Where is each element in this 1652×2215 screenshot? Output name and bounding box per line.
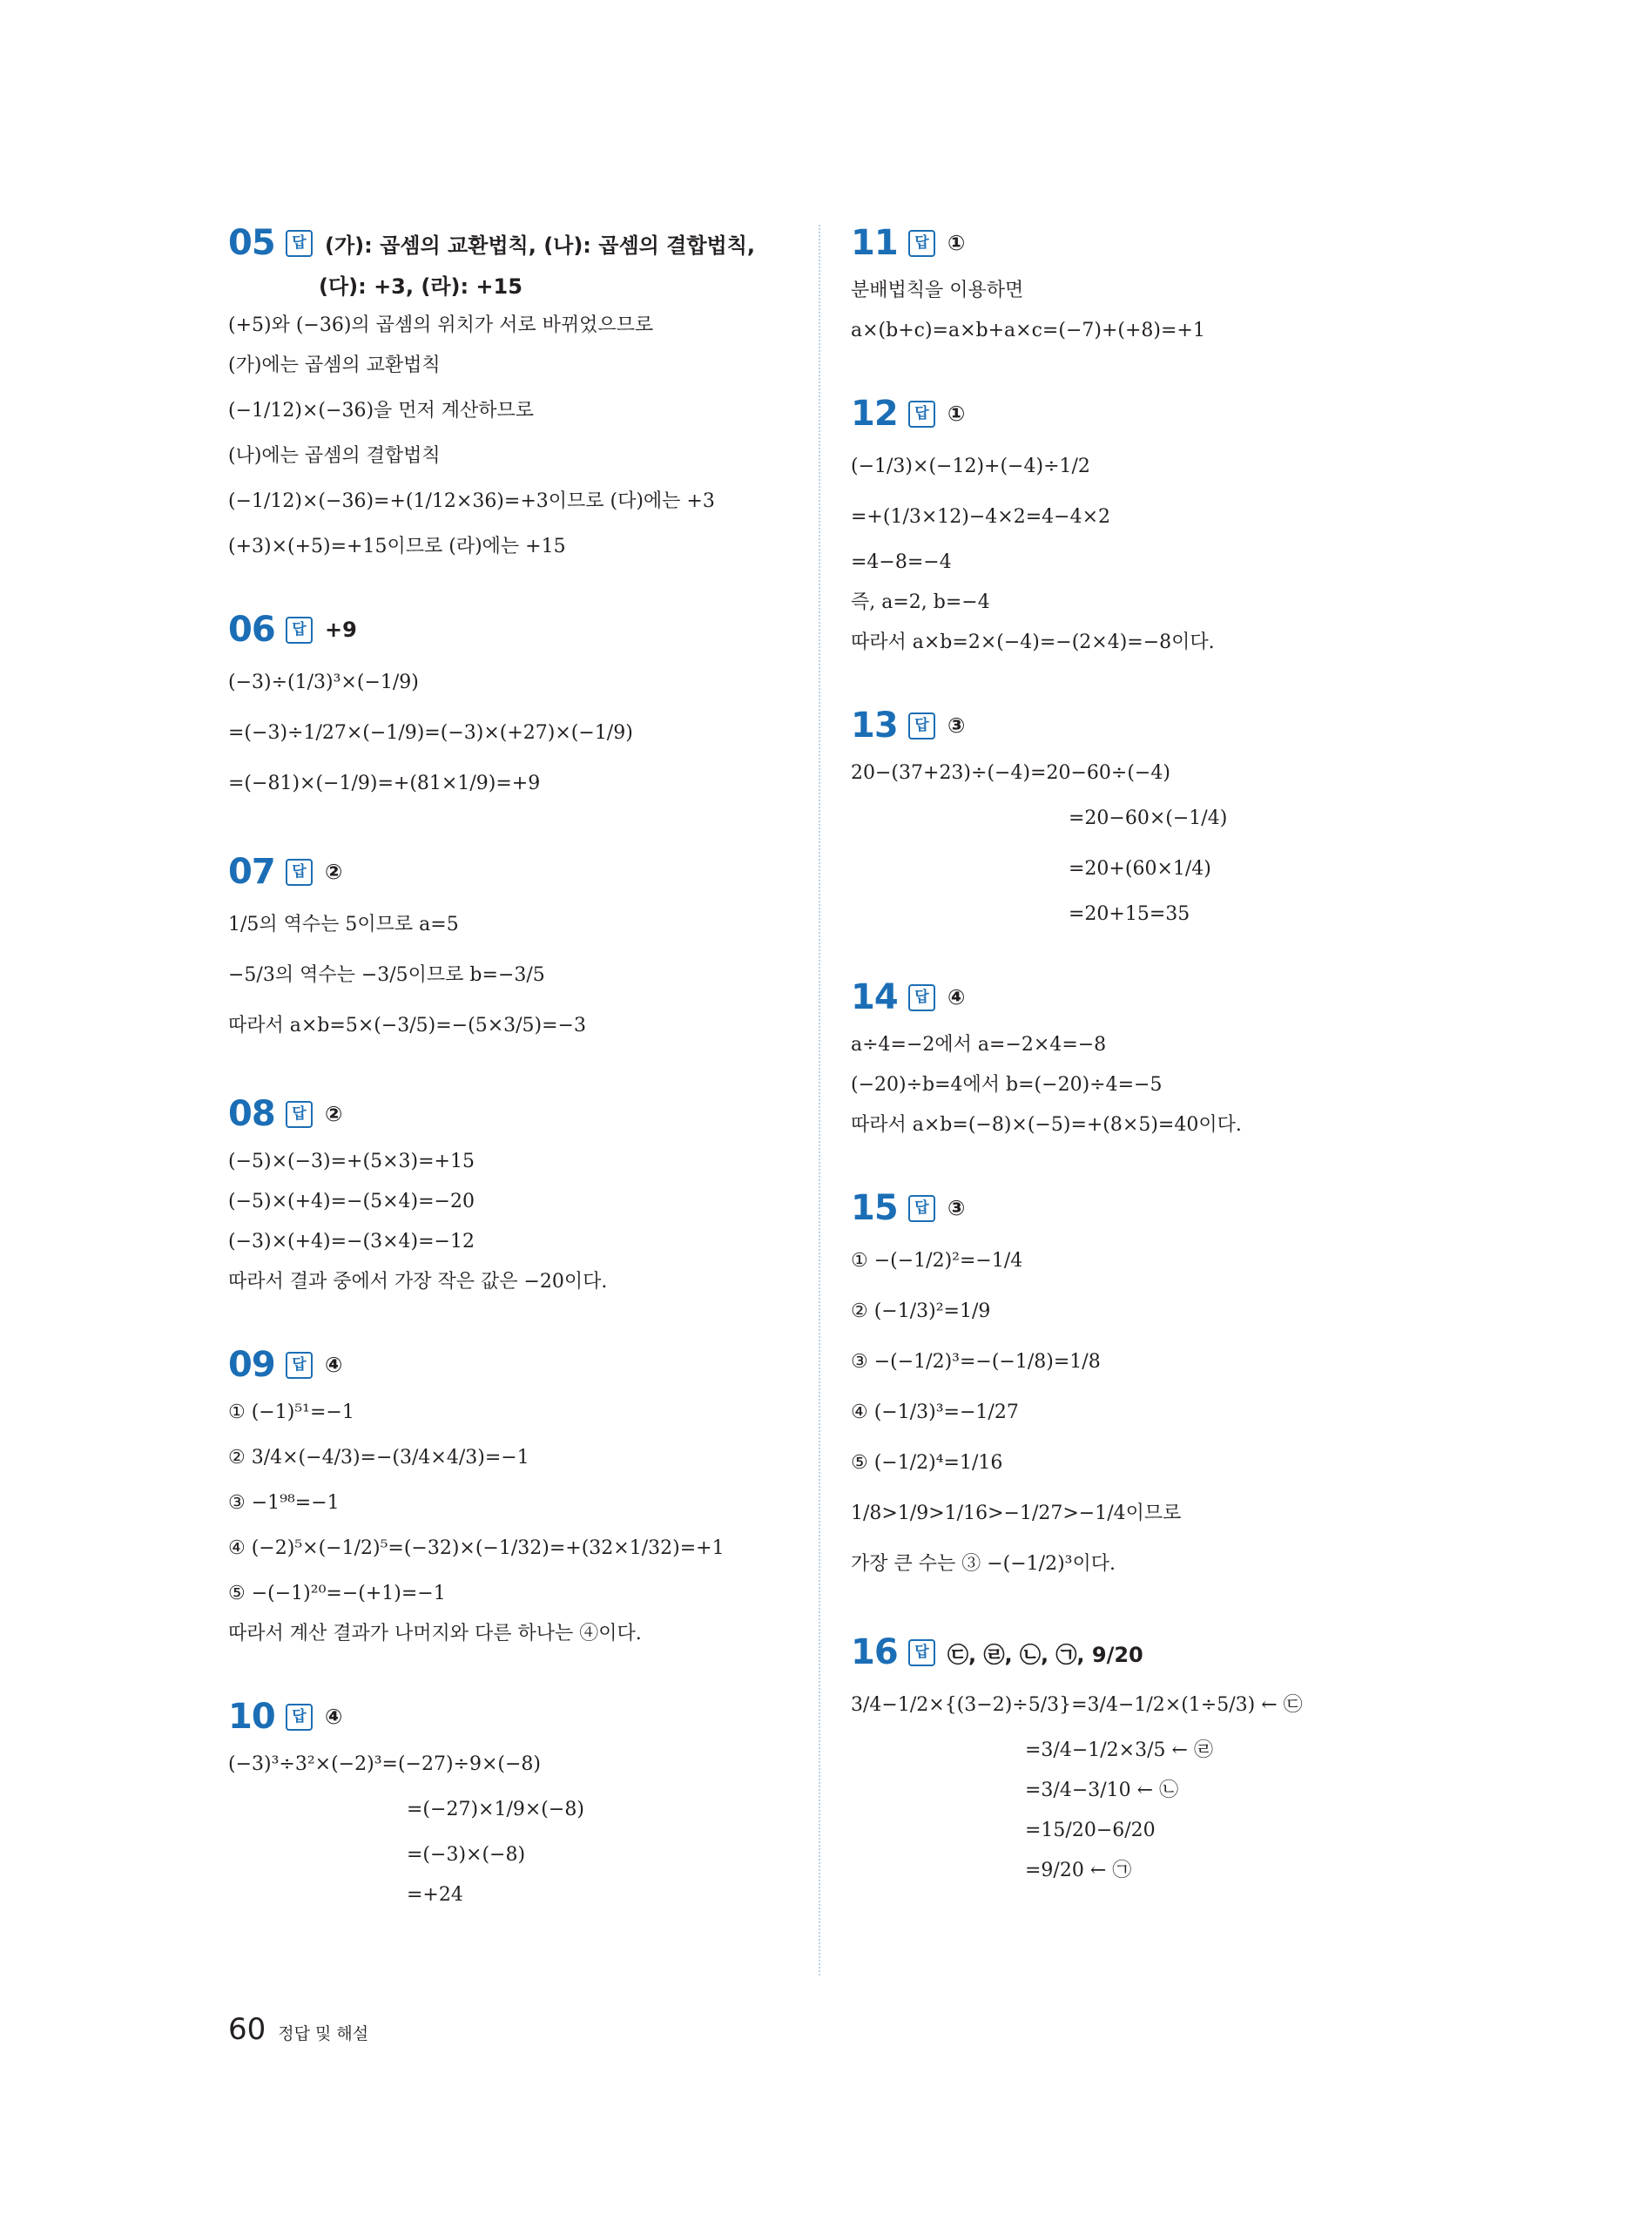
solution-line: ③ −1⁹⁸=−1	[228, 1492, 340, 1514]
solution-line: ② (−1/3)²=1/9	[851, 1300, 991, 1322]
solution-line: a×(b+c)=a×b+a×c=(−7)+(+8)=+1	[851, 320, 1205, 341]
answer-badge: 답	[286, 617, 313, 644]
solution-line: (−3)÷(1/3)³×(−1/9)	[228, 672, 419, 693]
answer-text: ①	[947, 402, 966, 426]
solution-line: (−5)×(−3)=+(5×3)=+15	[228, 1151, 475, 1172]
solution-line: =9/20 ← ㉠	[1025, 1860, 1132, 1881]
answer-text: ④	[947, 985, 966, 1010]
solution-line: =(−3)×(−8)	[407, 1844, 526, 1866]
problem-09	[228, 1344, 803, 1654]
right-column	[851, 222, 1460, 1933]
solution-line: 1/5의 역수는 5이므로 a=5	[228, 914, 459, 935]
problem-15	[851, 1187, 1460, 1590]
solution-line: a÷4=−2에서 a=−2×4=−8	[851, 1034, 1107, 1056]
solution-line: =(−27)×1/9×(−8)	[407, 1799, 584, 1820]
solution-line: 따라서 결과 중에서 가장 작은 값은 −20이다.	[228, 1271, 608, 1293]
problem-08	[228, 1093, 803, 1302]
problem-number: 05	[228, 223, 275, 263]
page-number: 60	[228, 2012, 266, 2047]
problem-10	[228, 1696, 803, 1915]
problem-header	[851, 1631, 1460, 1673]
problem-number: 08	[228, 1094, 275, 1134]
solution-line: (−20)÷b=4에서 b=(−20)÷4=−5	[851, 1074, 1163, 1096]
problem-header	[851, 705, 1460, 746]
solution-line: 20−(37+23)÷(−4)=20−60÷(−4)	[851, 762, 1170, 784]
answer-badge: 답	[908, 230, 935, 257]
solution-line: (−1/3)×(−12)+(−4)÷1/2	[851, 456, 1090, 477]
solution-line: (−5)×(+4)=−(5×4)=−20	[228, 1191, 475, 1212]
solution-line: =3/4−3/10 ← ㉡	[1025, 1779, 1179, 1801]
answer-text-continued: (다): +3, (라): +15	[319, 274, 523, 299]
answer-text: (가): 곱셈의 교환법칙, (나): 곱셈의 결합법칙,	[325, 233, 756, 258]
problem-05	[228, 222, 803, 567]
problem-number: 14	[851, 977, 898, 1017]
answer-badge: 답	[286, 1101, 313, 1128]
answer-badge: 답	[286, 230, 313, 257]
solution-line: =20−60×(−1/4)	[1069, 807, 1228, 829]
answer-badge: 답	[908, 1195, 935, 1222]
answer-text: ④	[325, 1705, 343, 1729]
answer-badge: 답	[286, 1704, 313, 1731]
solution-line: ② 3/4×(−4/3)=−(3/4×4/3)=−1	[228, 1447, 529, 1469]
problem-13	[851, 705, 1460, 935]
solution-line: (가)에는 곱셈의 교환법칙	[228, 355, 441, 376]
solution-line: ⑤ −(−1)²⁰=−(+1)=−1	[228, 1583, 446, 1604]
solution-line: =4−8=−4	[851, 551, 952, 573]
solution-line: ⑤ (−1/2)⁴=1/16	[851, 1452, 1003, 1474]
solution-line: 따라서 a×b=2×(−4)=−(2×4)=−8이다.	[851, 631, 1215, 653]
problem-number: 13	[851, 706, 898, 746]
answer-text: +9	[325, 618, 357, 642]
solution-line: 즉, a=2, b=−4	[851, 591, 990, 613]
column-divider	[819, 225, 820, 1975]
answer-badge: 답	[286, 859, 313, 886]
solution-line: −5/3의 역수는 −3/5이므로 b=−3/5	[228, 964, 545, 986]
problem-number: 15	[851, 1188, 898, 1228]
problem-07	[228, 851, 803, 1051]
solution-line: =+(1/3×12)−4×2=4−4×2	[851, 506, 1111, 528]
problem-header	[228, 1696, 803, 1738]
answer-text: ④	[325, 1353, 343, 1377]
solution-line: (나)에는 곱셈의 결합법칙	[228, 445, 441, 467]
solution-line: 따라서 계산 결과가 나머지와 다른 하나는 ④이다.	[228, 1623, 642, 1644]
problem-number: 12	[851, 394, 898, 434]
solution-line: (−3)×(+4)=−(3×4)=−12	[228, 1231, 475, 1253]
solution-line: ④ (−1/3)³=−1/27	[851, 1401, 1019, 1423]
solution-line: 따라서 a×b=(−8)×(−5)=+(8×5)=40이다.	[851, 1114, 1242, 1136]
left-column	[228, 222, 803, 1957]
solution-line: (+5)와 (−36)의 곱셈의 위치가 서로 바뀌었으므로	[228, 314, 654, 336]
problem-11	[851, 222, 1460, 351]
solution-line: ④ (−2)⁵×(−1/2)⁵=(−32)×(−1/32)=+(32×1/32)=+1	[228, 1537, 725, 1559]
problem-header	[851, 1187, 1460, 1229]
answer-badge: 답	[908, 712, 935, 739]
answer-text: ③	[947, 713, 966, 738]
problem-number: 16	[851, 1632, 898, 1672]
solution-line: =(−81)×(−1/9)=+(81×1/9)=+9	[228, 773, 541, 794]
problem-16	[851, 1631, 1460, 1891]
solution-line: =(−3)÷1/27×(−1/9)=(−3)×(+27)×(−1/9)	[228, 722, 633, 744]
solution-line: ① (−1)⁵¹=−1	[228, 1401, 354, 1423]
answer-badge: 답	[908, 1639, 935, 1666]
solution-line: (+3)×(+5)=+15이므로 (라)에는 +15	[228, 536, 566, 557]
problem-header	[228, 222, 803, 264]
solution-line: (−3)³÷3²×(−2)³=(−27)÷9×(−8)	[228, 1753, 542, 1775]
problem-number: 10	[228, 1697, 275, 1737]
solution-line: =+24	[407, 1884, 463, 1906]
page-title: 정답 및 해설	[278, 2024, 369, 2043]
answer-text: ②	[325, 1102, 343, 1126]
problem-header	[228, 1344, 803, 1386]
answer-text: ①	[947, 231, 966, 255]
solution-line: 따라서 a×b=5×(−3/5)=−(5×3/5)=−3	[228, 1015, 586, 1037]
solution-line: (−1/12)×(−36)을 먼저 계산하므로	[228, 400, 535, 422]
problem-header	[851, 393, 1460, 435]
problem-header	[228, 851, 803, 893]
solution-line: 1/8>1/9>1/16>−1/27>−1/4이므로	[851, 1503, 1182, 1524]
answer-badge: 답	[286, 1352, 313, 1379]
problem-number: 07	[228, 852, 275, 892]
problem-header	[228, 609, 803, 651]
answer-badge: 답	[908, 401, 935, 428]
solution-line: ① −(−1/2)²=−1/4	[851, 1250, 1023, 1272]
problem-number: 06	[228, 610, 275, 650]
page-footer	[228, 2012, 368, 2047]
solution-line: =3/4−1/2×3/5 ← ㉣	[1025, 1739, 1213, 1761]
solution-line: =15/20−6/20	[1025, 1820, 1156, 1841]
problem-header	[851, 222, 1460, 264]
problem-header	[228, 1093, 803, 1135]
answer-text: ③	[947, 1196, 966, 1220]
answer-text: ②	[325, 860, 343, 884]
solution-line: =20+15=35	[1069, 903, 1190, 925]
solution-line: 가장 큰 수는 ③ −(−1/2)³이다.	[851, 1553, 1116, 1575]
answer-text: ㉢, ㉣, ㉡, ㉠, 9/20	[947, 1642, 1143, 1667]
problem-number: 11	[851, 223, 898, 263]
problem-06	[228, 609, 803, 809]
solution-line: ③ −(−1/2)³=−(−1/8)=1/8	[851, 1351, 1101, 1373]
problem-12	[851, 393, 1460, 663]
solution-line: =20+(60×1/4)	[1069, 858, 1211, 880]
answer-badge: 답	[908, 984, 935, 1011]
solution-line: (−1/12)×(−36)=+(1/12×36)=+3이므로 (다)에는 +3	[228, 490, 715, 512]
problem-header	[851, 976, 1460, 1018]
solution-line: 3/4−1/2×{(3−2)÷5/3}=3/4−1/2×(1÷5/3) ← ㉢	[851, 1694, 1303, 1716]
problem-14	[851, 976, 1460, 1145]
solution-line: 분배법칙을 이용하면	[851, 280, 1024, 301]
problem-number: 09	[228, 1345, 275, 1385]
